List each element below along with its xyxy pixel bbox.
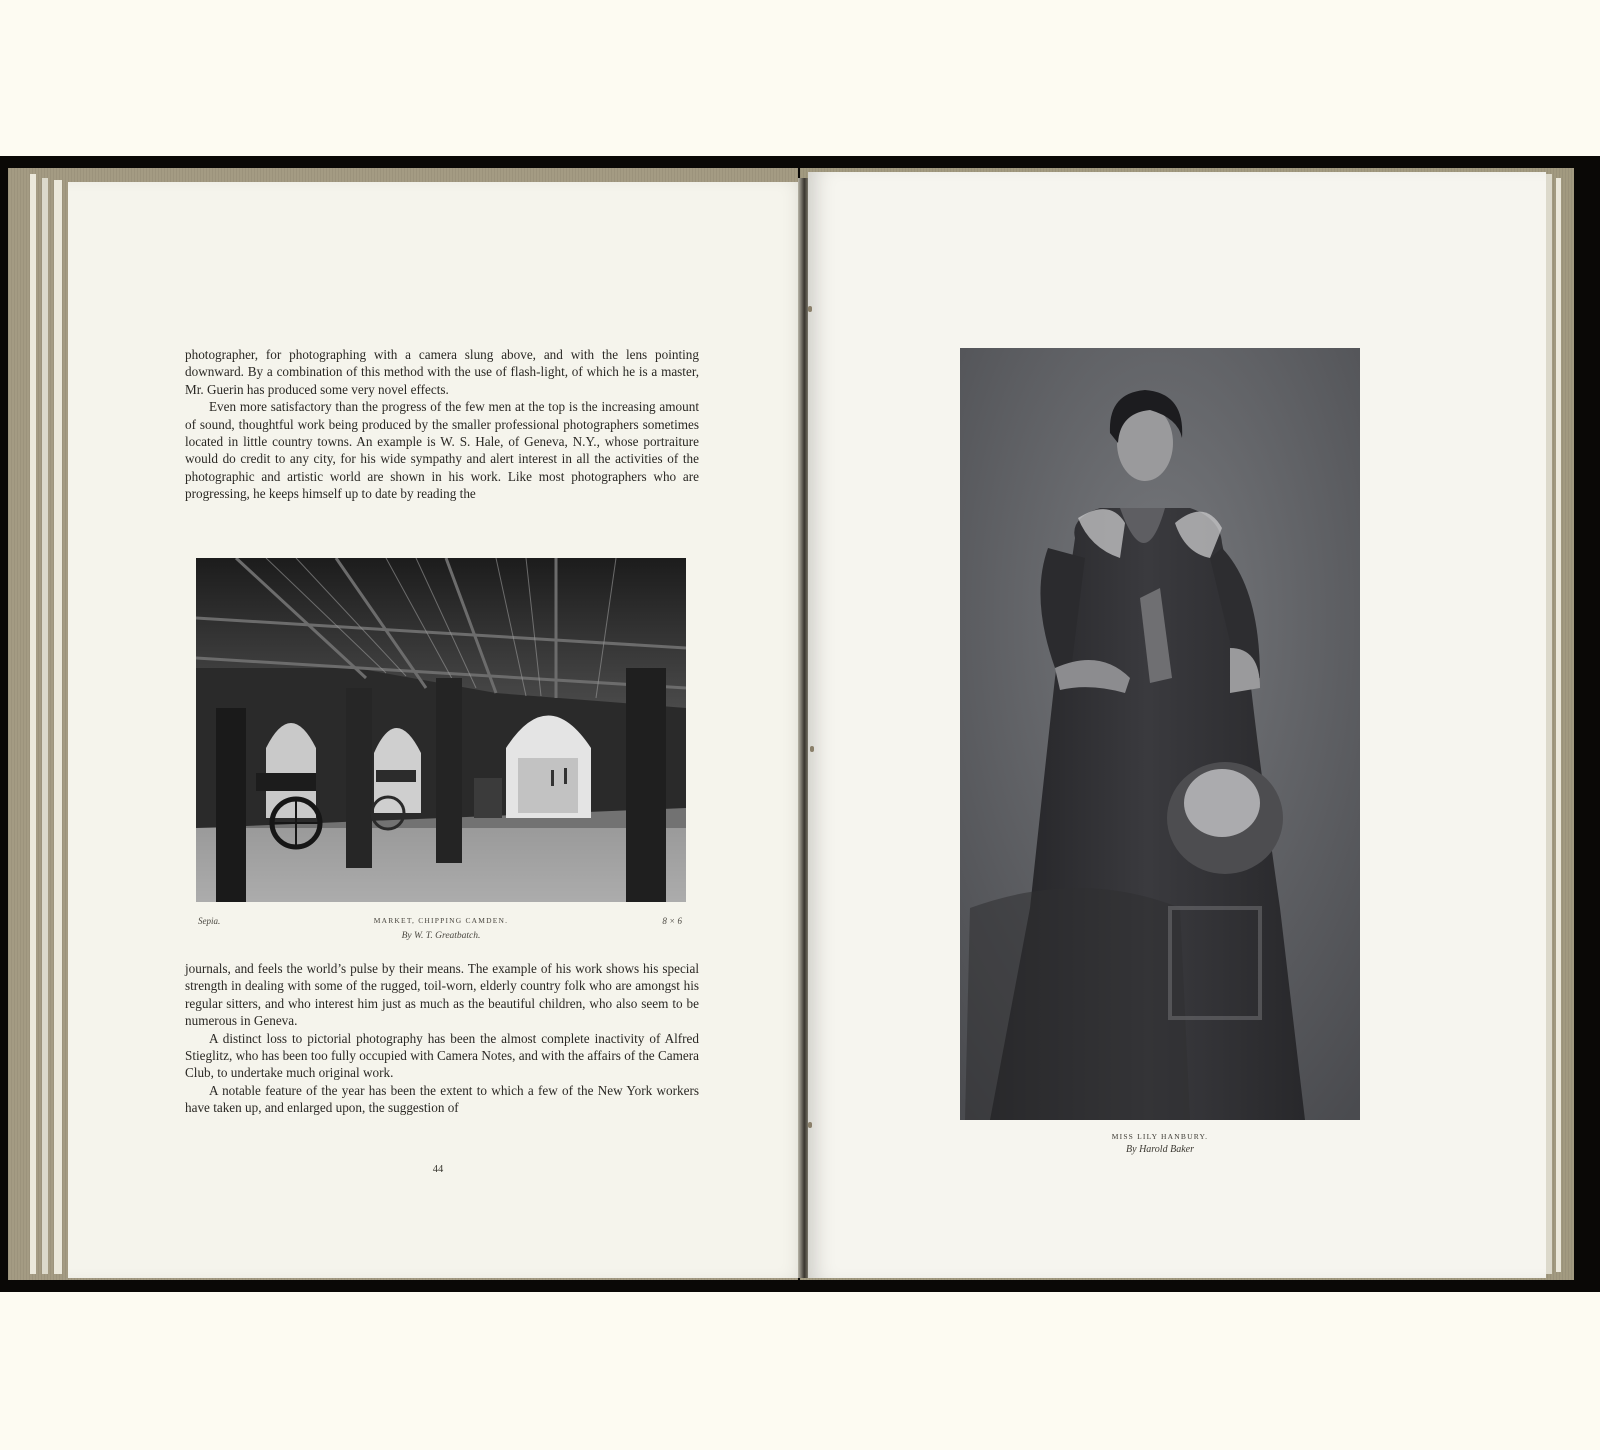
figure-size: 8 × 6 [662,916,682,926]
figure-caption [196,916,686,930]
page-edge [42,178,48,1274]
portrait-caption-title: MISS LILY HANBURY. [1111,1132,1209,1141]
paragraph: journals, and feels the world’s pulse by their means. The example of his work shows his special strength in dealing with some of the rugged, toil-worn, elderly country folk who are amongst his regular sitters, and who interest him just as much as the beautiful children, who also seem to be numerous in Geneva. [185,961,699,1029]
binding-thread [808,1122,812,1128]
body-text-bottom [185,960,699,1117]
figure-process: Sepia. [198,916,221,926]
binding-thread [810,746,814,752]
paragraph: Even more satisfactory than the progress of the few men at the top is the increasing amount of sound, thoughtful work being produced by the smaller professional photographers sometimes located in little country towns. An example is W. S. Hale, of Geneva, N.Y., whose portraiture would do credit to any city, for his wide sympathy and alert interest in all the activities of the photographic and artistic world are shown in his work. Like most photographers who are progressing, he keeps himself up to date by reading the [185,399,699,502]
page-edge [54,180,62,1274]
market-photograph [196,558,686,902]
body-text-top [185,346,699,503]
page-number: 44 [432,1164,444,1175]
portrait-photograph [960,348,1360,1120]
paragraph: photographer, for photographing with a camera slung above, and with the lens pointing downward. By a combination of this method with the use of flash-light, of which he is a master, Mr. Guerin has produced some very novel effects. [185,347,699,397]
paragraph: A notable feature of the year has been the extent to which a few of the New York workers have taken up, and enlarged upon, the suggestion of [185,1082,699,1116]
figure-title: MARKET, CHIPPING CAMDEN. [373,916,509,925]
book-scan [0,156,1600,1292]
page-edge [1546,174,1552,1274]
left-page [68,182,810,1278]
paragraph: A distinct loss to pictorial photography has been the almost complete inactivity of Alfred Stieglitz, who has been too fully occupied with Camera Notes, and with the affairs of the Camera Club, to undertake much original work. [185,1030,699,1081]
right-page [808,172,1546,1278]
portrait-caption-credit: By Harold Baker [1126,1144,1194,1155]
figure-credit: By W. T. Greatbatch. [401,931,481,941]
page-edge [30,174,36,1274]
binding-thread [808,306,812,312]
page-edge [1556,178,1561,1272]
